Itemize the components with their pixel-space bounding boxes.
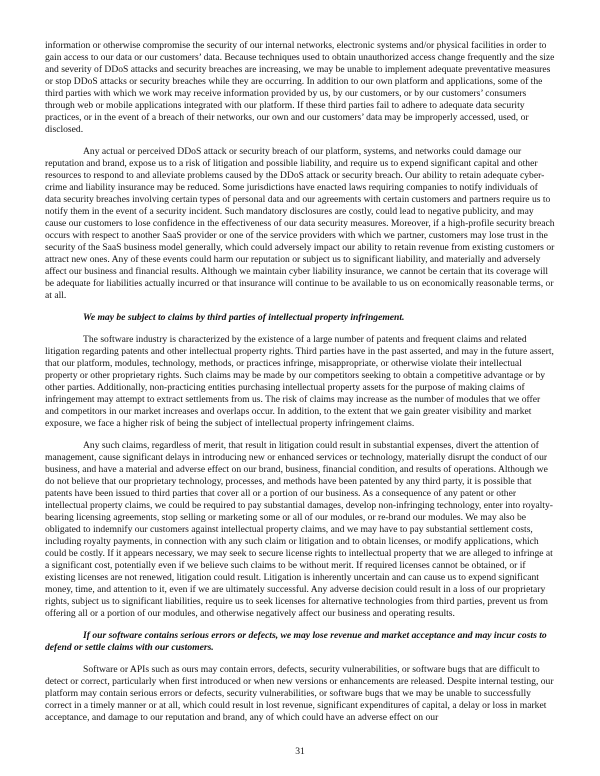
- paragraph-software-bugs: Software or APIs such as ours may contain errors, defects, security vulnerabilities, or software bugs that are difficult to detect or correct, particularly when first introduced or when new versions or enhancements are released. Despite internal testing, our platform may contain serious errors or defects, security vulnerabilities, or software bugs that we may be unable to successfully correct in a timely manner or at all, which could result in lost revenue, significant expenditures of capital, a delay or loss in market acceptance, and damage to our reputation and brand, any of which could have an adverse effect on our: [45, 664, 554, 723]
- page-number: 31: [295, 746, 305, 757]
- paragraph-ddos-attack-consequences: Any actual or perceived DDoS attack or security breach of our platform, systems, and networks could damage our reputation and brand, expose us to a risk of litigation and possible liability, and require us to expend significant capital and other resources to respond to and alleviate problems caused by the DDoS attack or security breach. Our ability to retain adequate cyber-crime and liability insurance may be reduced. Some jurisdictions have enacted laws requiring companies to notify individuals of data security breaches involving certain types of personal data and our agreements with certain customers and partners require us to notify them in the event of a security incident. Such mandatory disclosures are costly, could lead to negative publicity, and may cause our customers to lose confidence in the effectiveness of our data security measures. Moreover, if a high-profile security breach occurs with respect to another SaaS provider or one of the service providers with which we partner, customers may lose trust in the security of the SaaS business model generally, which could adversely impact our ability to retain revenue from existing customers or attract new ones. Any of these events could harm our reputation or subject us to significant liability, and materially and adversely affect our business and financial results. Although we maintain cyber liability insurance, we cannot be certain that its coverage will be adequate for liabilities actually incurred or that insurance will continue to be available to us on economically reasonable terms, or at all.: [45, 146, 555, 301]
- paragraph-software-industry-patents: The software industry is characterized by the existence of a large number of patents and frequent claims and related litigation regarding patents and other intellectual property rights. Third parties have in the past asserted, and may in the future assert, that our platform, modules, technology, methods, or practices infringe, misappropriate, or otherwise violate their intellectual property or other proprietary rights. Such claims may be made by our competitors seeking to obtain a competitive advantage or by other parties. Additionally, non-practicing entities purchasing intellectual property assets for the purpose of making claims of infringement may attempt to extract settlements from us. The risk of claims may increase as the number of modules that we offer and competitors in our market increases and overlaps occur. In addition, to the extent that we gain greater visibility and market exposure, we face a higher risk of being the subject of intellectual property infringement claims.: [45, 334, 554, 429]
- paragraph-security-continuation: information or otherwise compromise the security of our internal networks, electronic systems and/or physical facilities in order to gain access to our data or our customers’ data. Because techniques used to obtain unauthorized access change frequently and the size and severity of DDoS attacks and security breaches are increasing, we may be unable to implement adequate preventative measures or stop DDoS attacks or security breaches while they are occurring. In addition to our own platform and applications, some of the third parties with which we work may receive information provided by us, by our customers, or by our customers’ consumers through web or mobile applications integrated with our platform. If these third parties fail to adhere to adequate data security practices, or in the event of a breach of their networks, our own and our customers’ data may be improperly accessed, used, or disclosed.: [45, 40, 555, 135]
- risk-heading-software-errors: If our software contains serious errors or defects, we may lose revenue and market acceptance and may incur costs to defend or settle claims with our customers.: [45, 630, 547, 653]
- paragraph-claims-litigation-consequences: Any such claims, regardless of merit, that result in litigation could result in substantial expenses, divert the attention of management, cause significant delays in introducing new or enhanced services or technology, materially disrupt the conduct of our business, and have a material and adverse effect on our brand, business, financial condition, and results of operations. Although we do not believe that our proprietary technology, processes, and methods have been patented by any third party, it is possible that patents have been issued to third parties that cover all or a portion of our business. As a consequence of any patent or other intellectual property claims, we could be required to pay substantial damages, develop non-infringing technology, enter into royalty-bearing licensing agreements, stop selling or marketing some or all of our modules, or re-brand our modules. We may also be obligated to indemnify our customers against intellectual property claims, and we may have to pay substantial settlement costs, including royalty payments, in connection with any such claim or litigation and to obtain licenses, or modify applications, which could be costly. If it appears necessary, we may seek to secure license rights to intellectual property that we are alleged to infringe at a significant cost, potentially even if we believe such claims to be without merit. If required licenses cannot be obtained, or if existing licenses are not renewed, litigation could result. Litigation is inherently uncertain and can cause us to expend significant money, time, and attention to it, even if we are ultimately successful. Any adverse decision could result in a loss of our proprietary rights, subject us to significant liabilities, require us to seek licenses for alternative technologies from third parties, prevent us from offering all or a portion of our modules, and otherwise negatively affect our business and operating results.: [45, 440, 553, 619]
- risk-heading-ip-infringement: We may be subject to claims by third parties of intellectual property infringement.: [83, 312, 405, 323]
